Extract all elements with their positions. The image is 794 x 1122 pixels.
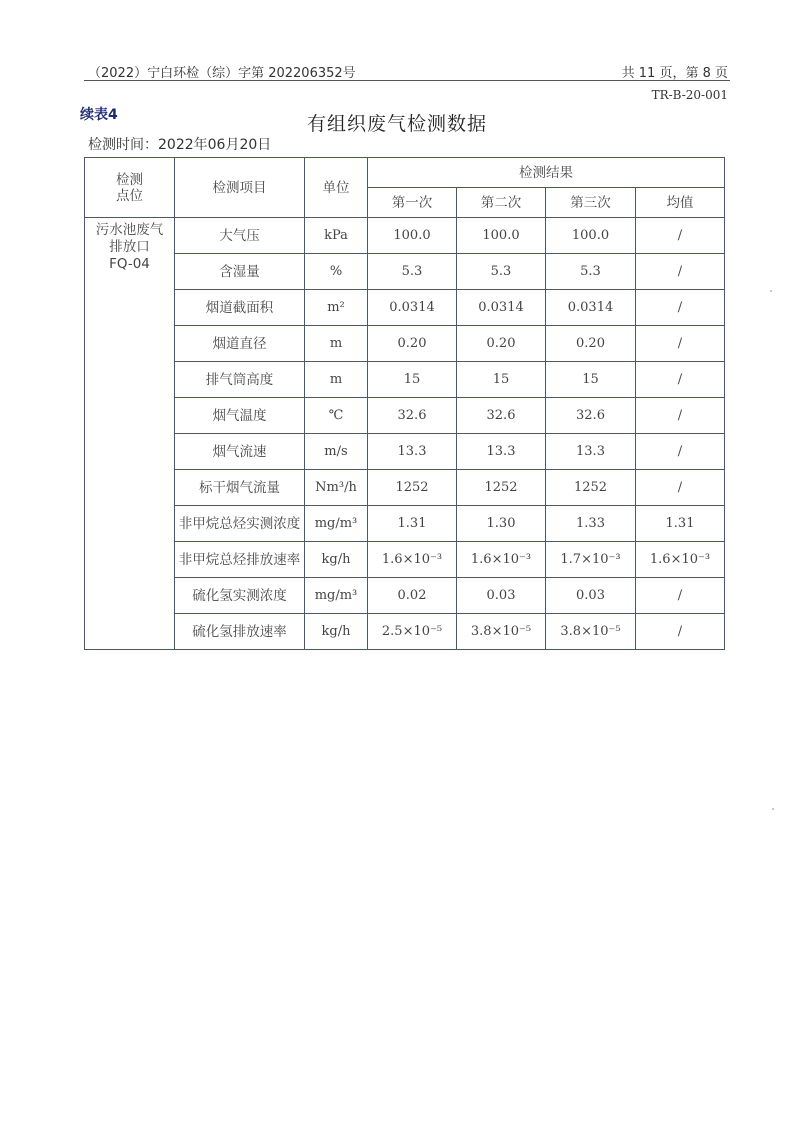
third-value-cell: 0.03 [546,578,636,614]
header-third: 第三次 [546,188,636,218]
page-title: 有组织废气检测数据 [306,113,487,135]
average-value-cell: / [636,470,725,506]
first-value-cell: 13.3 [368,434,457,470]
third-value-cell: 0.20 [546,326,636,362]
unit-cell: kPa [305,218,368,254]
second-value-cell: 1.6×10⁻³ [457,542,546,578]
average-value-cell: / [636,362,725,398]
item-cell: 烟道截面积 [175,290,305,326]
third-value-cell: 1.33 [546,506,636,542]
second-value-cell: 5.3 [457,254,546,290]
location-cell: 污水池废气 排放口 FQ-04 [85,218,175,650]
first-value-cell: 0.0314 [368,290,457,326]
unit-cell: m² [305,290,368,326]
second-value-cell: 3.8×10⁻⁵ [457,614,546,650]
table-row [85,614,725,650]
header-unit: 单位 [305,158,368,218]
table-row [85,506,725,542]
item-cell: 硫化氢排放速率 [175,614,305,650]
header-second: 第二次 [457,188,546,218]
unit-cell: m/s [305,434,368,470]
average-value-cell: 1.6×10⁻³ [636,542,725,578]
table-row [85,218,725,254]
first-value-cell: 2.5×10⁻⁵ [368,614,457,650]
continued-table-label: 续表4 [80,107,118,123]
item-cell: 烟道直径 [175,326,305,362]
first-value-cell: 1.6×10⁻³ [368,542,457,578]
third-value-cell: 0.0314 [546,290,636,326]
item-cell: 排气筒高度 [175,362,305,398]
form-code: TR-B-20-001 [651,88,728,102]
unit-cell: Nm³/h [305,470,368,506]
emission-data-table [84,157,725,650]
item-cell: 硫化氢实测浓度 [175,578,305,614]
table-row [85,398,725,434]
table-row [85,434,725,470]
item-cell: 标干烟气流量 [175,470,305,506]
unit-cell: kg/h [305,542,368,578]
table-row [85,470,725,506]
average-value-cell: / [636,326,725,362]
first-value-cell: 0.02 [368,578,457,614]
unit-cell: mg/m³ [305,506,368,542]
average-value-cell: / [636,254,725,290]
third-value-cell: 1252 [546,470,636,506]
third-value-cell: 15 [546,362,636,398]
first-value-cell: 32.6 [368,398,457,434]
table-row [85,362,725,398]
test-time [88,134,271,154]
second-value-cell: 100.0 [457,218,546,254]
average-value-cell: / [636,218,725,254]
unit-cell: m [305,362,368,398]
first-value-cell: 1.31 [368,506,457,542]
item-cell: 大气压 [175,218,305,254]
second-value-cell: 0.0314 [457,290,546,326]
table-row [85,290,725,326]
second-value-cell: 13.3 [457,434,546,470]
table-row [85,254,725,290]
third-value-cell: 100.0 [546,218,636,254]
first-value-cell: 0.20 [368,326,457,362]
item-cell: 烟气温度 [175,398,305,434]
scan-speck [772,808,774,810]
table-row [85,578,725,614]
header-item: 检测项目 [175,158,305,218]
first-value-cell: 5.3 [368,254,457,290]
average-value-cell: / [636,578,725,614]
test-time-label: 检测时间： [88,137,158,153]
test-time-value: 2022年06月20日 [158,137,272,153]
second-value-cell: 1.30 [457,506,546,542]
header-location: 检测 点位 [85,158,175,218]
table-row [85,326,725,362]
item-cell: 含湿量 [175,254,305,290]
second-value-cell: 15 [457,362,546,398]
unit-cell: m [305,326,368,362]
average-value-cell: / [636,398,725,434]
first-value-cell: 100.0 [368,218,457,254]
unit-cell: mg/m³ [305,578,368,614]
third-value-cell: 5.3 [546,254,636,290]
first-value-cell: 15 [368,362,457,398]
unit-cell: % [305,254,368,290]
scan-speck [770,290,772,292]
second-value-cell: 0.20 [457,326,546,362]
third-value-cell: 1.7×10⁻³ [546,542,636,578]
page-indicator: 共 11 页，第 8 页 [621,66,728,81]
item-cell: 烟气流速 [175,434,305,470]
unit-cell: ℃ [305,398,368,434]
average-value-cell: / [636,290,725,326]
second-value-cell: 1252 [457,470,546,506]
header-divider [84,80,730,81]
report-number: （2022）宁白环检（综）字第 202206352号 [88,66,356,81]
unit-cell: kg/h [305,614,368,650]
item-cell: 非甲烷总烃排放速率 [175,542,305,578]
item-cell: 非甲烷总烃实测浓度 [175,506,305,542]
third-value-cell: 3.8×10⁻⁵ [546,614,636,650]
table-row [85,542,725,578]
average-value-cell: / [636,614,725,650]
third-value-cell: 32.6 [546,398,636,434]
average-value-cell: / [636,434,725,470]
header-first: 第一次 [368,188,457,218]
average-value-cell: 1.31 [636,506,725,542]
second-value-cell: 0.03 [457,578,546,614]
header-results: 检测结果 [368,158,725,188]
header-average: 均值 [636,188,725,218]
third-value-cell: 13.3 [546,434,636,470]
first-value-cell: 1252 [368,470,457,506]
second-value-cell: 32.6 [457,398,546,434]
